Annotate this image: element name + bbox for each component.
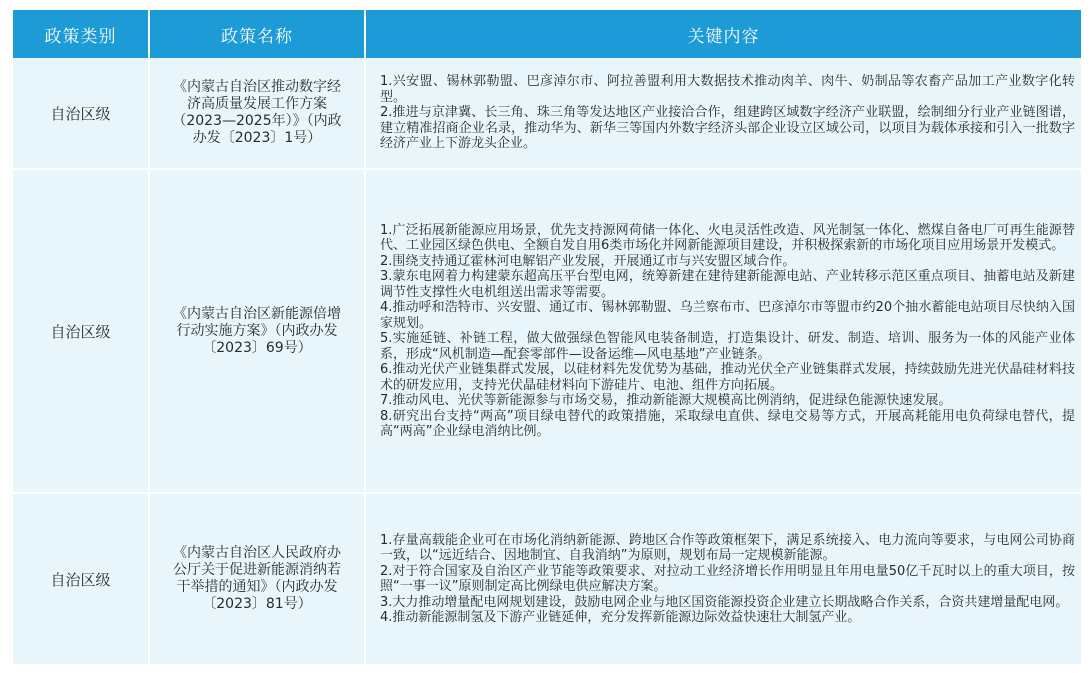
content-item: 1.广泛拓展新能源应用场景，优先支持源网荷储一体化、火电灵活性改造、风光制氢一体化、燃煤自备电厂可再生能源替代、工业园区绿色供电、全额自发自用6类市场化并网新能源项目建设，并积极探索新的市场化项目应用场景开发模式。 xyxy=(380,222,1075,253)
content-item: 1.存量高载能企业可在市场化消纳新能源、跨地区合作等政策框架下，满足系统接入、电力流向等要求，与电网公司协商一致，以“远近结合、因地制宜、自我消纳”为原则，规划布局一定规模新能源。 xyxy=(380,532,1075,563)
content-item: 2.推进与京津冀、长三角、珠三角等发达地区产业接洽合作，组建跨区域数字经济产业联盟，绘制细分行业产业链图谱，建立精准招商企业名录，推动华为、新华三等国内外数字经济头部企业设立区域公司，以项目为载体承接和引入一批数字经济产业上下游龙头企业。 xyxy=(380,105,1075,152)
policy-content xyxy=(365,58,1081,169)
header-policy-name: 政策名称 xyxy=(149,10,365,58)
policy-content xyxy=(365,493,1081,665)
policy-name: 《内蒙古自治区推动数字经济高质量发展工作方案（2023—2025年）》（内政办发〔2023〕1号） xyxy=(149,58,365,169)
policy-table xyxy=(13,10,1081,665)
policy-name: 《内蒙古自治区人民政府办公厅关于促进新能源消纳若干举措的通知》（内政办发〔2023〕81号） xyxy=(149,493,365,665)
content-item: 5.实施延链、补链工程，做大做强绿色智能风电装备制造，打造集设计、研发、制造、培训、服务为一体的风能产业体系，形成“风机制造—配套零部件—设备运维—风电基地”产业链条。 xyxy=(380,331,1075,362)
policy-name: 《内蒙古自治区新能源倍增行动实施方案》（内政办发〔2023〕69号） xyxy=(149,169,365,493)
content-item: 4.推动呼和浩特市、兴安盟、通辽市、锡林郭勒盟、乌兰察布市、巴彦淖尔市等盟市约20个抽水蓄能电站项目尽快纳入国家规划。 xyxy=(380,300,1075,331)
content-item: 3.蒙东电网着力构建蒙东超高压平台型电网，统筹新建在建待建新能源电站、产业转移示范区重点项目、抽蓄电站及新建调节性支撑性火电机组送出需求等需要。 xyxy=(380,269,1075,300)
header-key-content: 关键内容 xyxy=(365,10,1081,58)
header-category: 政策类别 xyxy=(13,10,149,58)
table-row xyxy=(13,58,1081,169)
content-item: 2.围绕支持通辽霍林河电解铝产业发展，开展通辽市与兴安盟区域合作。 xyxy=(380,253,796,269)
content-item: 2.对于符合国家及自治区产业节能等政策要求、对拉动工业经济增长作用明显且年用电量50亿千瓦时以上的重大项目，按照“一事一议”原则制定高比例绿电供应解决方案。 xyxy=(380,563,1075,594)
content-item: 6.推动光伏产业链集群式发展，以硅材料先发优势为基础，推动光伏全产业链集群式发展，持续鼓励先进光伏晶硅材料技术的研发应用，支持光伏晶硅材料向下游硅片、电池、组件方向拓展。 xyxy=(380,362,1075,393)
table-header-row xyxy=(13,10,1081,58)
content-item: 8.研究出台支持“两高”项目绿电替代的政策措施，采取绿电直供、绿电交易等方式，开展高耗能用电负荷绿电替代，提高“两高”企业绿电消纳比例。 xyxy=(380,408,1075,439)
policy-content xyxy=(365,169,1081,493)
policy-category: 自治区级 xyxy=(13,58,149,169)
policy-category: 自治区级 xyxy=(13,169,149,493)
table-row xyxy=(13,493,1081,665)
content-item: 4.推动新能源制氢及下游产业链延伸，充分发挥新能源边际效益快速壮大制氢产业。 xyxy=(380,610,861,625)
table-row xyxy=(13,169,1081,493)
policy-category: 自治区级 xyxy=(13,493,149,665)
content-item: 3.大力推动增量配电网规划建设，鼓励电网企业与地区国资能源投资企业建立长期战略合作关系，合资共建增量配电网。 xyxy=(380,594,1069,610)
content-item: 7.推动风电、光伏等新能源参与市场交易，推动新能源大规模高比例消纳，促进绿色能源快速发展。 xyxy=(380,393,952,408)
content-item: 1.兴安盟、锡林郭勒盟、巴彦淖尔市、阿拉善盟利用大数据技术推动肉羊、肉牛、奶制品等农畜产品加工产业数字化转型。 xyxy=(380,74,1075,105)
